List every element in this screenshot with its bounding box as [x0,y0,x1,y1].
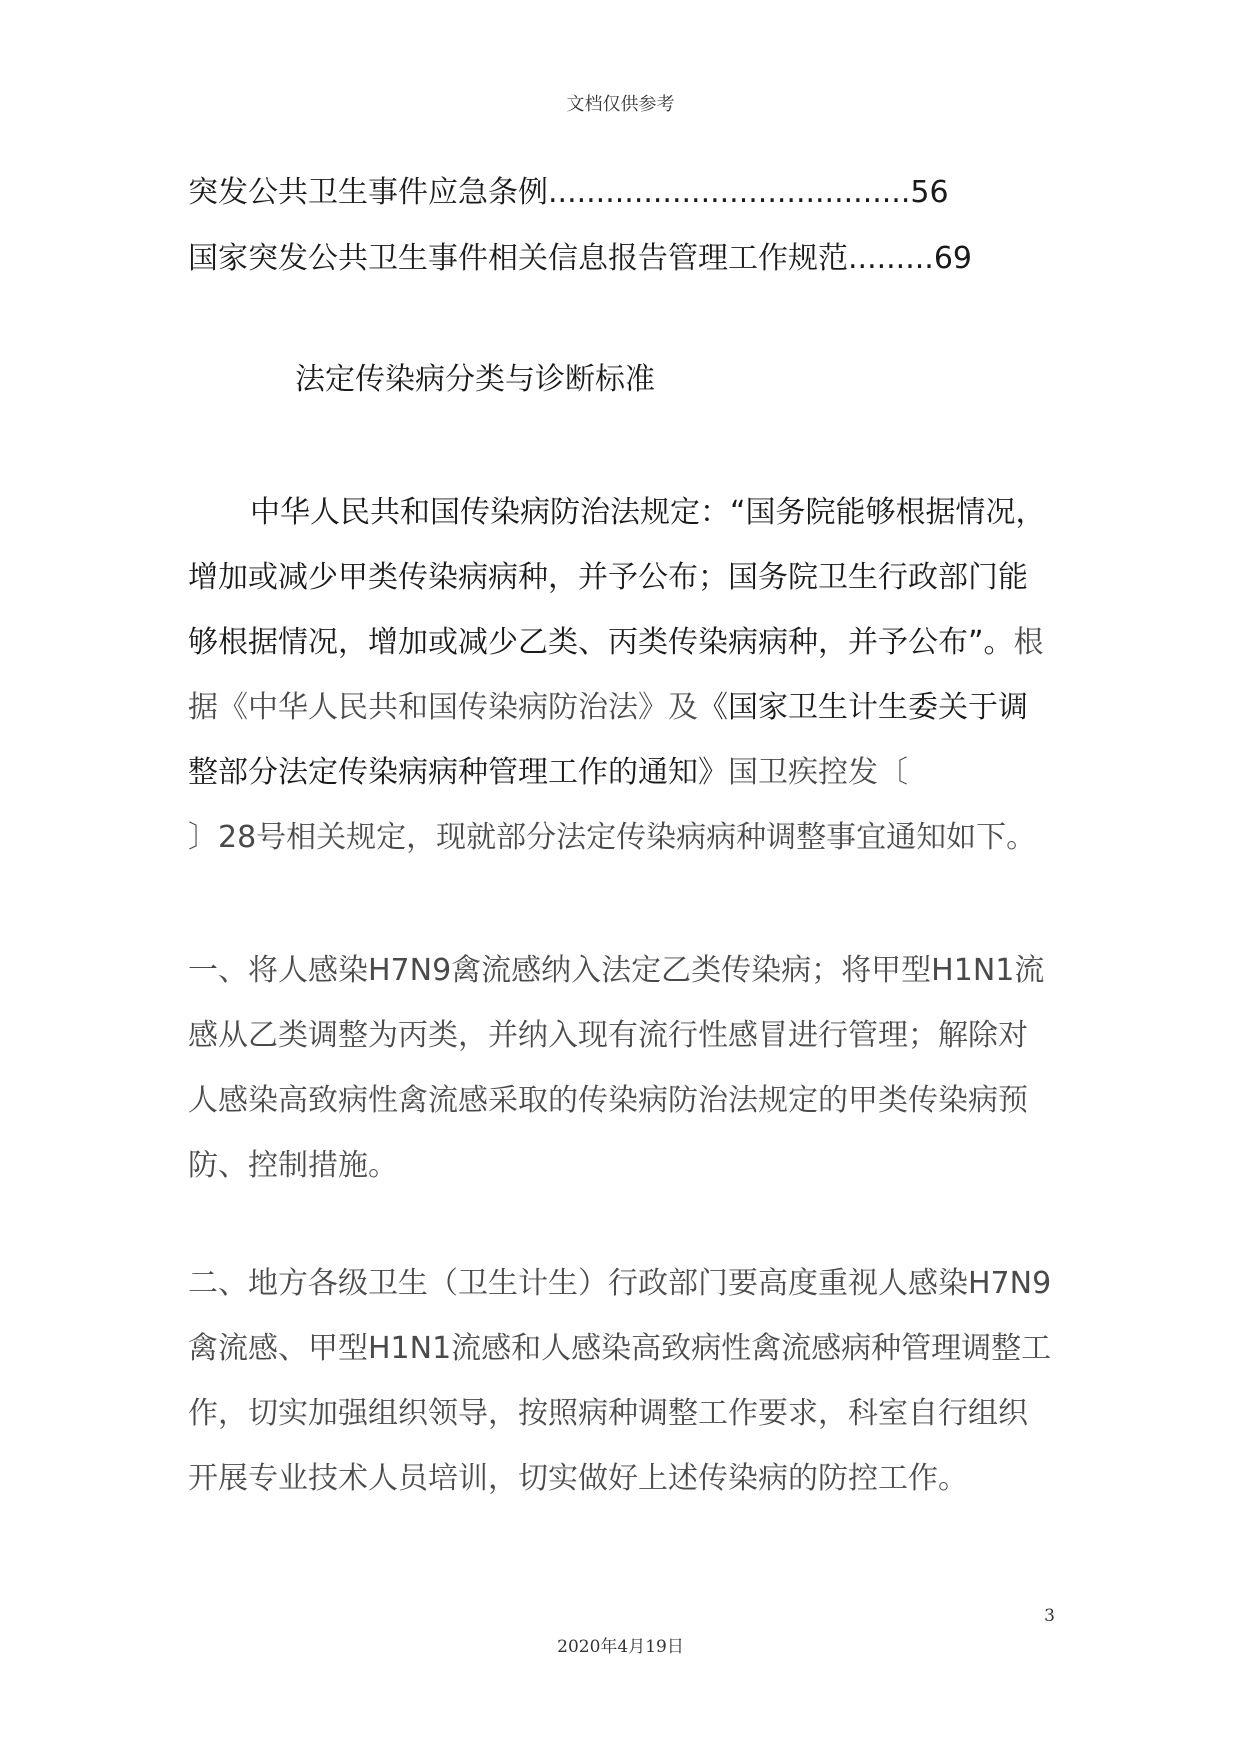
page-header [0,90,1241,116]
paragraph-item-two [188,1251,1068,1511]
toc-entry[interactable] [188,160,1068,226]
paragraph-line: 开展专业技术人员培训，切实做好上述传染病的防控工作。 [188,1461,968,1496]
text-run: 根 [1013,625,1044,660]
page-number: 3 [1044,1606,1055,1626]
paragraph-line: 防、控制措施。 [188,1148,398,1183]
toc-entry-page: 56 [910,175,949,210]
paragraph-line [188,610,1068,675]
toc-leader-dots: ...................................... [548,175,911,210]
paragraph-line: 二、地方各级卫生（卫生计生）行政部门要高度重视人感染H7N9 [188,1266,1052,1301]
paragraph-line: 人感染高致病性禽流感采取的传染病防治法规定的甲类传染病预 [188,1083,1028,1118]
toc-entry[interactable] [188,226,1068,292]
toc-entry-title: 突发公共卫生事件应急条例 [188,175,548,210]
toc-leader-dots: ......... [848,241,934,276]
text-run: 《国家卫生计生委关于调 [698,690,1028,725]
text-run: 够根据情况，增加或减少乙类、丙类传染病病种，并予公布”。 [188,625,1014,660]
header-text: 文档仅供参考 [566,94,675,115]
paragraph-line: 禽流感、甲型H1N1流感和人感染高致病性禽流感病种管理调整工 [188,1331,1052,1366]
text-run: 国卫疾控发〔 [728,755,908,790]
page-footer [0,1632,1241,1657]
paragraph-line [188,740,1068,805]
paragraph-line: 一、将人感染H7N9禽流感纳入法定乙类传染病；将甲型H1N1流 [188,953,1045,988]
paragraph-line: 感从乙类调整为丙类，并纳入现有流行性感冒进行管理；解除对 [188,1018,1028,1053]
toc-entry-title: 国家突发公共卫生事件相关信息报告管理工作规范 [188,241,848,276]
paragraph-line: 作，切实加强组织领导，按照病种调整工作要求，科室自行组织 [188,1396,1028,1431]
text-run: 整部分法定传染病病种管理工作的通知》 [188,755,728,790]
section-title: 法定传染病分类与诊断标准 [295,362,655,397]
paragraph-line [188,675,1068,740]
table-of-contents [188,160,1068,292]
paragraph-law-provisions [188,480,1068,870]
paragraph-line: 〕28号相关规定，现就部分法定传染病病种调整事宜通知如下。 [188,820,1037,855]
paragraph-line: 中华人民共和国传染病防治法规定：“国务院能够根据情况， [250,495,1046,530]
toc-entry-page: 69 [933,241,973,276]
paragraph-item-one [188,938,1068,1198]
paragraph-line: 增加或减少甲类传染病病种，并予公布；国务院卫生行政部门能 [188,560,1028,595]
footer-date: 2020年4月19日 [557,1637,684,1657]
text-run: 据《中华人民共和国传染病防治法》及 [188,690,698,725]
